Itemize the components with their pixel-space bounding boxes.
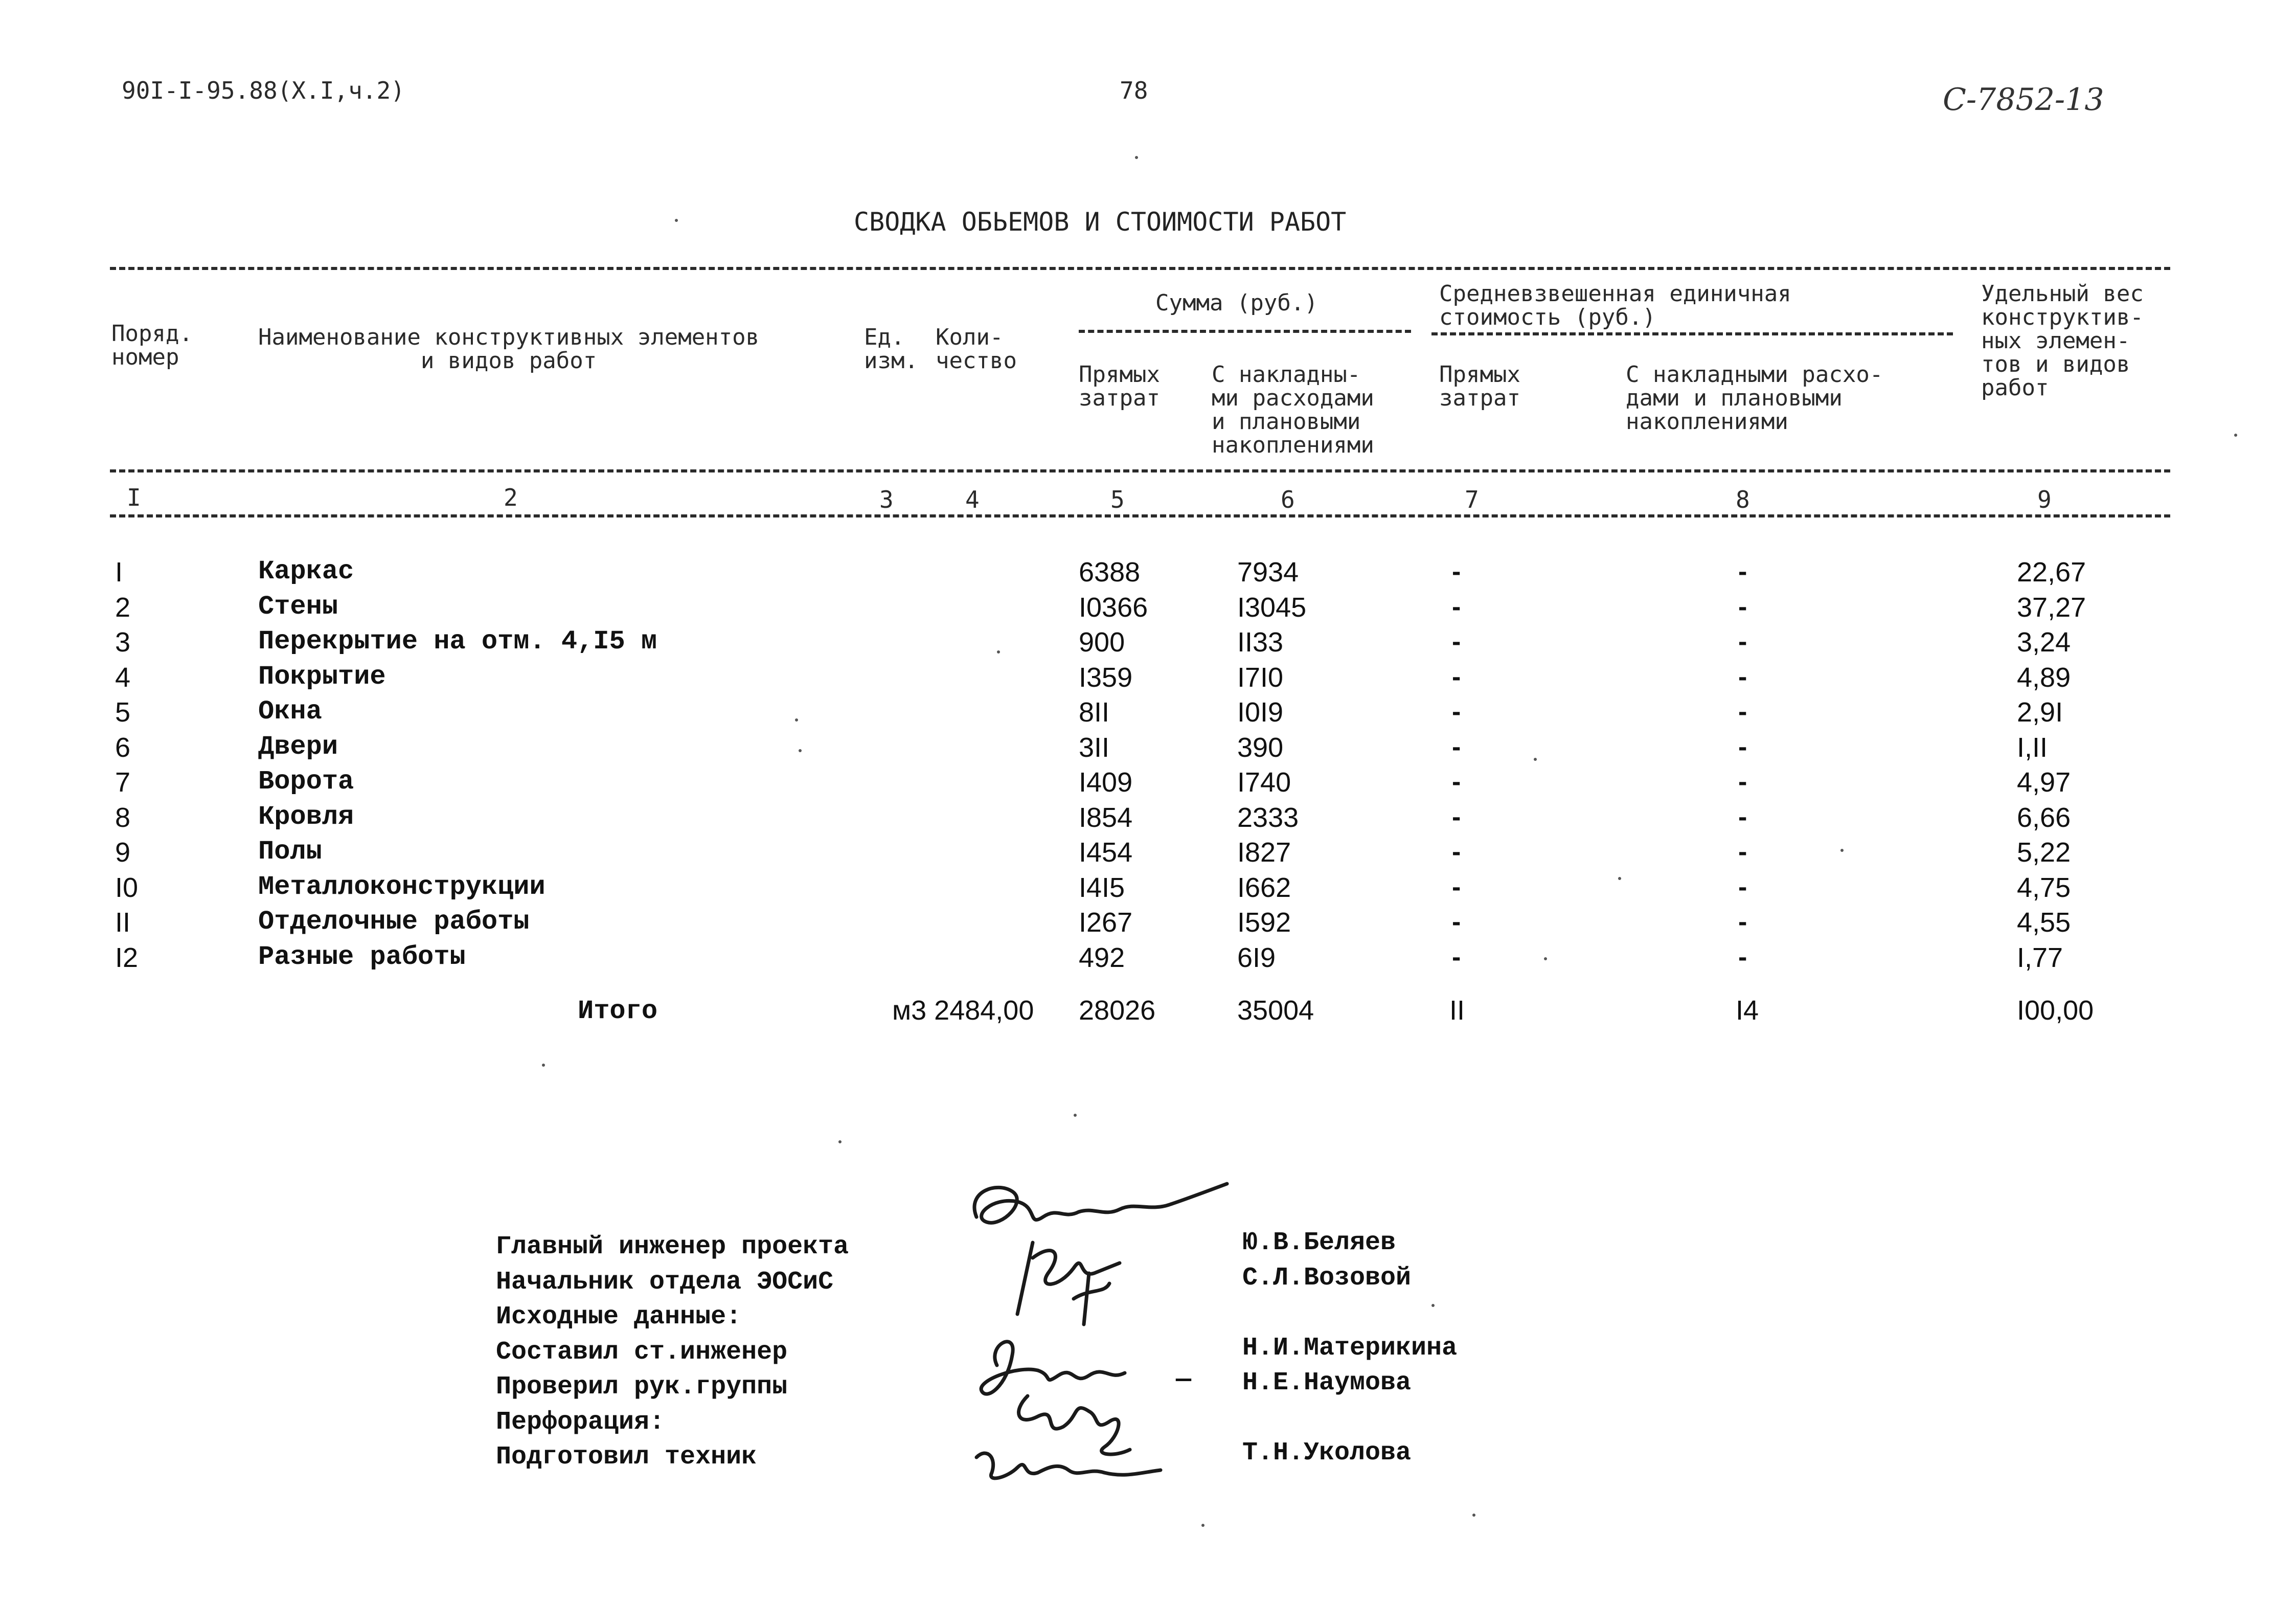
- scan-speck: [675, 219, 678, 222]
- signature-role: Подготовил техник: [496, 1442, 757, 1472]
- document-code: 90I-I-95.88(X.I,ч.2): [122, 77, 405, 104]
- col-header-avg-group: Средневзвешенная единичная стоимость (руб.): [1439, 281, 1791, 330]
- total-overhead: 35004: [1237, 995, 1314, 1026]
- signature-role: Перфорация:: [496, 1408, 665, 1437]
- row-avg-overhead: -: [1738, 662, 1747, 692]
- row-share: 6,66: [2017, 802, 2071, 833]
- col-number: 8: [1736, 486, 1750, 513]
- row-direct: 3II: [1079, 732, 1110, 763]
- col-number: 7: [1465, 486, 1479, 513]
- row-share: 4,75: [2017, 872, 2071, 903]
- signature-person: Ю.В.Беляев: [1242, 1228, 1396, 1257]
- scan-speck: [1431, 1304, 1435, 1307]
- row-number: 4: [115, 662, 131, 693]
- row-overhead: I740: [1237, 767, 1291, 798]
- total-direct: 28026: [1079, 995, 1156, 1026]
- row-avg-direct: -: [1452, 872, 1461, 902]
- page-title: СВОДКА ОБЬЕМОВ И СТОИМОСТИ РАБОТ: [854, 207, 1347, 237]
- scan-speck: [1074, 1114, 1077, 1117]
- row-avg-direct: -: [1452, 662, 1461, 692]
- scan-speck: [795, 718, 798, 721]
- avg-group-rule: [1431, 332, 1953, 335]
- signature-person: Н.И.Материкина: [1242, 1334, 1458, 1363]
- row-overhead: I3045: [1237, 592, 1307, 623]
- col-number: 2: [504, 484, 518, 511]
- row-overhead: II33: [1237, 627, 1284, 658]
- signature-role: Составил ст.инженер: [496, 1338, 788, 1367]
- row-number: 9: [115, 837, 131, 868]
- row-name: Металлоконструкции: [258, 872, 545, 902]
- col-number: 4: [965, 486, 980, 513]
- row-share: 4,55: [2017, 907, 2071, 938]
- row-direct: I4I5: [1079, 872, 1125, 903]
- scan-speck: [838, 1140, 842, 1143]
- row-number: 6: [115, 732, 131, 763]
- col-number: 6: [1281, 486, 1295, 513]
- signature-role: Исходные данные:: [496, 1302, 742, 1332]
- row-number: I: [115, 557, 123, 588]
- row-avg-overhead: -: [1738, 907, 1747, 937]
- signature-role: Проверил рук.группы: [496, 1372, 788, 1402]
- row-avg-overhead: -: [1738, 592, 1747, 622]
- row-overhead: 2333: [1237, 802, 1299, 833]
- row-share: 4,89: [2017, 662, 2071, 693]
- scan-speck: [1534, 758, 1537, 761]
- row-avg-direct: -: [1452, 627, 1461, 657]
- col-number: I: [127, 484, 141, 511]
- row-number: I2: [115, 942, 139, 973]
- signature-role: Начальник отдела ЭОСиС: [496, 1268, 834, 1297]
- total-avg-direct: II: [1449, 995, 1465, 1026]
- row-share: 37,27: [2017, 592, 2086, 623]
- row-overhead: I0I9: [1237, 697, 1284, 728]
- row-avg-overhead: -: [1738, 942, 1747, 972]
- sum-group-rule: [1079, 330, 1411, 333]
- row-direct: I359: [1079, 662, 1133, 693]
- row-avg-overhead: -: [1738, 767, 1747, 797]
- row-avg-direct: -: [1452, 942, 1461, 972]
- signature-dash: —: [1176, 1365, 1192, 1394]
- scan-speck: [1201, 1524, 1204, 1527]
- row-direct: I454: [1079, 837, 1133, 868]
- row-avg-direct: -: [1452, 557, 1461, 587]
- total-unit-qty: м3 2484,00: [892, 995, 1034, 1026]
- scan-speck: [1840, 849, 1844, 852]
- row-direct: 900: [1079, 627, 1125, 658]
- total-avg-overhead: I4: [1736, 995, 1759, 1026]
- column-number-rule: [110, 514, 2170, 517]
- col-header-order: Поряд. номер: [111, 321, 193, 370]
- total-label: Итого: [578, 996, 658, 1026]
- col-header-qty: Коли- чество: [936, 324, 1017, 374]
- row-avg-direct: -: [1452, 837, 1461, 867]
- row-share: 22,67: [2017, 557, 2086, 588]
- signature-role: Главный инженер проекта: [496, 1232, 849, 1261]
- col-header-avg-direct: Прямых затрат: [1439, 362, 1520, 411]
- col-header-share: Удельный вес конструктив- ных элемен- тов и видов работ: [1981, 281, 2144, 401]
- row-number: 7: [115, 767, 131, 798]
- scan-speck: [997, 650, 1000, 653]
- row-direct: I409: [1079, 767, 1133, 798]
- row-avg-direct: -: [1452, 697, 1461, 727]
- row-share: I,II: [2017, 732, 2048, 763]
- row-avg-overhead: -: [1738, 802, 1747, 832]
- col-number: 5: [1110, 486, 1125, 513]
- row-avg-overhead: -: [1738, 872, 1747, 902]
- signature-belyaev: [974, 1184, 1227, 1223]
- signature-person: Т.Н.Уколова: [1242, 1438, 1412, 1468]
- row-name: Кровля: [258, 802, 354, 832]
- scan-speck: [542, 1064, 545, 1067]
- row-avg-overhead: -: [1738, 837, 1747, 867]
- row-direct: 6388: [1079, 557, 1141, 588]
- row-number: I0: [115, 872, 139, 903]
- row-overhead: 7934: [1237, 557, 1299, 588]
- row-overhead: I7I0: [1237, 662, 1284, 693]
- total-share: I00,00: [2017, 995, 2094, 1026]
- col-header-avg-overhead: С накладными расхо- дами и плановыми накоплениями: [1626, 362, 1883, 435]
- row-number: II: [115, 907, 131, 938]
- col-header-unit: Ед. изм.: [864, 324, 918, 374]
- row-avg-direct: -: [1452, 907, 1461, 937]
- row-name: Перекрытие на отм. 4,I5 м: [258, 626, 657, 657]
- row-avg-overhead: -: [1738, 627, 1747, 657]
- row-avg-direct: -: [1452, 802, 1461, 832]
- archive-number: С-7852-13: [1943, 82, 2104, 118]
- row-name: Разные работы: [258, 942, 466, 972]
- row-name: Отделочные работы: [258, 907, 530, 937]
- row-avg-overhead: -: [1738, 732, 1747, 762]
- row-direct: 492: [1079, 942, 1125, 973]
- row-name: Полы: [258, 837, 322, 867]
- signature-vozovoy: [1017, 1243, 1120, 1324]
- col-header-sum-overhead: С накладны- ми расходами и плановыми накоплениями: [1212, 362, 1374, 458]
- row-direct: I854: [1079, 802, 1133, 833]
- row-name: Покрытие: [258, 662, 386, 692]
- col-number: 9: [2037, 486, 2052, 513]
- header-bottom-rule: [110, 469, 2170, 472]
- row-avg-direct: -: [1452, 732, 1461, 762]
- scan-speck: [799, 749, 802, 752]
- row-name: Стены: [258, 592, 338, 622]
- col-header-name: Наименование конструктивных элементов и видов работ: [258, 324, 760, 374]
- row-avg-overhead: -: [1738, 557, 1747, 587]
- row-share: 2,9I: [2017, 697, 2063, 728]
- col-number: 3: [879, 486, 894, 513]
- row-name: Ворота: [258, 766, 354, 797]
- row-name: Двери: [258, 732, 338, 762]
- row-number: 3: [115, 627, 131, 658]
- scan-speck: [1472, 1514, 1475, 1517]
- scan-speck: [1544, 957, 1547, 960]
- signature-naumova: [1019, 1396, 1130, 1454]
- row-avg-overhead: -: [1738, 697, 1747, 727]
- row-overhead: I662: [1237, 872, 1291, 903]
- col-header-sum-direct: Прямых затрат: [1079, 362, 1160, 411]
- row-number: 5: [115, 697, 131, 728]
- row-overhead: 6I9: [1237, 942, 1276, 973]
- signature-person: С.Л.Возовой: [1242, 1264, 1412, 1293]
- handwritten-signatures: [956, 1171, 1242, 1488]
- row-share: I,77: [2017, 942, 2063, 973]
- row-direct: I267: [1079, 907, 1133, 938]
- scan-speck: [2234, 434, 2237, 437]
- row-share: 4,97: [2017, 767, 2071, 798]
- row-name: Окна: [258, 696, 322, 727]
- row-direct: I0366: [1079, 592, 1148, 623]
- row-avg-direct: -: [1452, 767, 1461, 797]
- scan-speck: [1618, 877, 1621, 880]
- row-number: 2: [115, 592, 131, 623]
- row-avg-direct: -: [1452, 592, 1461, 622]
- row-share: 3,24: [2017, 627, 2071, 658]
- signature-materikina: [981, 1342, 1125, 1394]
- row-overhead: I592: [1237, 907, 1291, 938]
- row-overhead: I827: [1237, 837, 1291, 868]
- row-name: Каркас: [258, 556, 354, 587]
- signature-person: Н.Е.Наумова: [1242, 1368, 1412, 1397]
- row-direct: 8II: [1079, 697, 1110, 728]
- signature-ukolova: [976, 1453, 1161, 1478]
- scan-speck: [1135, 156, 1138, 159]
- row-share: 5,22: [2017, 837, 2071, 868]
- row-overhead: 390: [1237, 732, 1284, 763]
- row-number: 8: [115, 802, 131, 833]
- col-header-sum-group: Сумма (руб.): [1155, 290, 1318, 316]
- table-top-rule: [110, 267, 2170, 270]
- page-number: 78: [1120, 77, 1148, 104]
